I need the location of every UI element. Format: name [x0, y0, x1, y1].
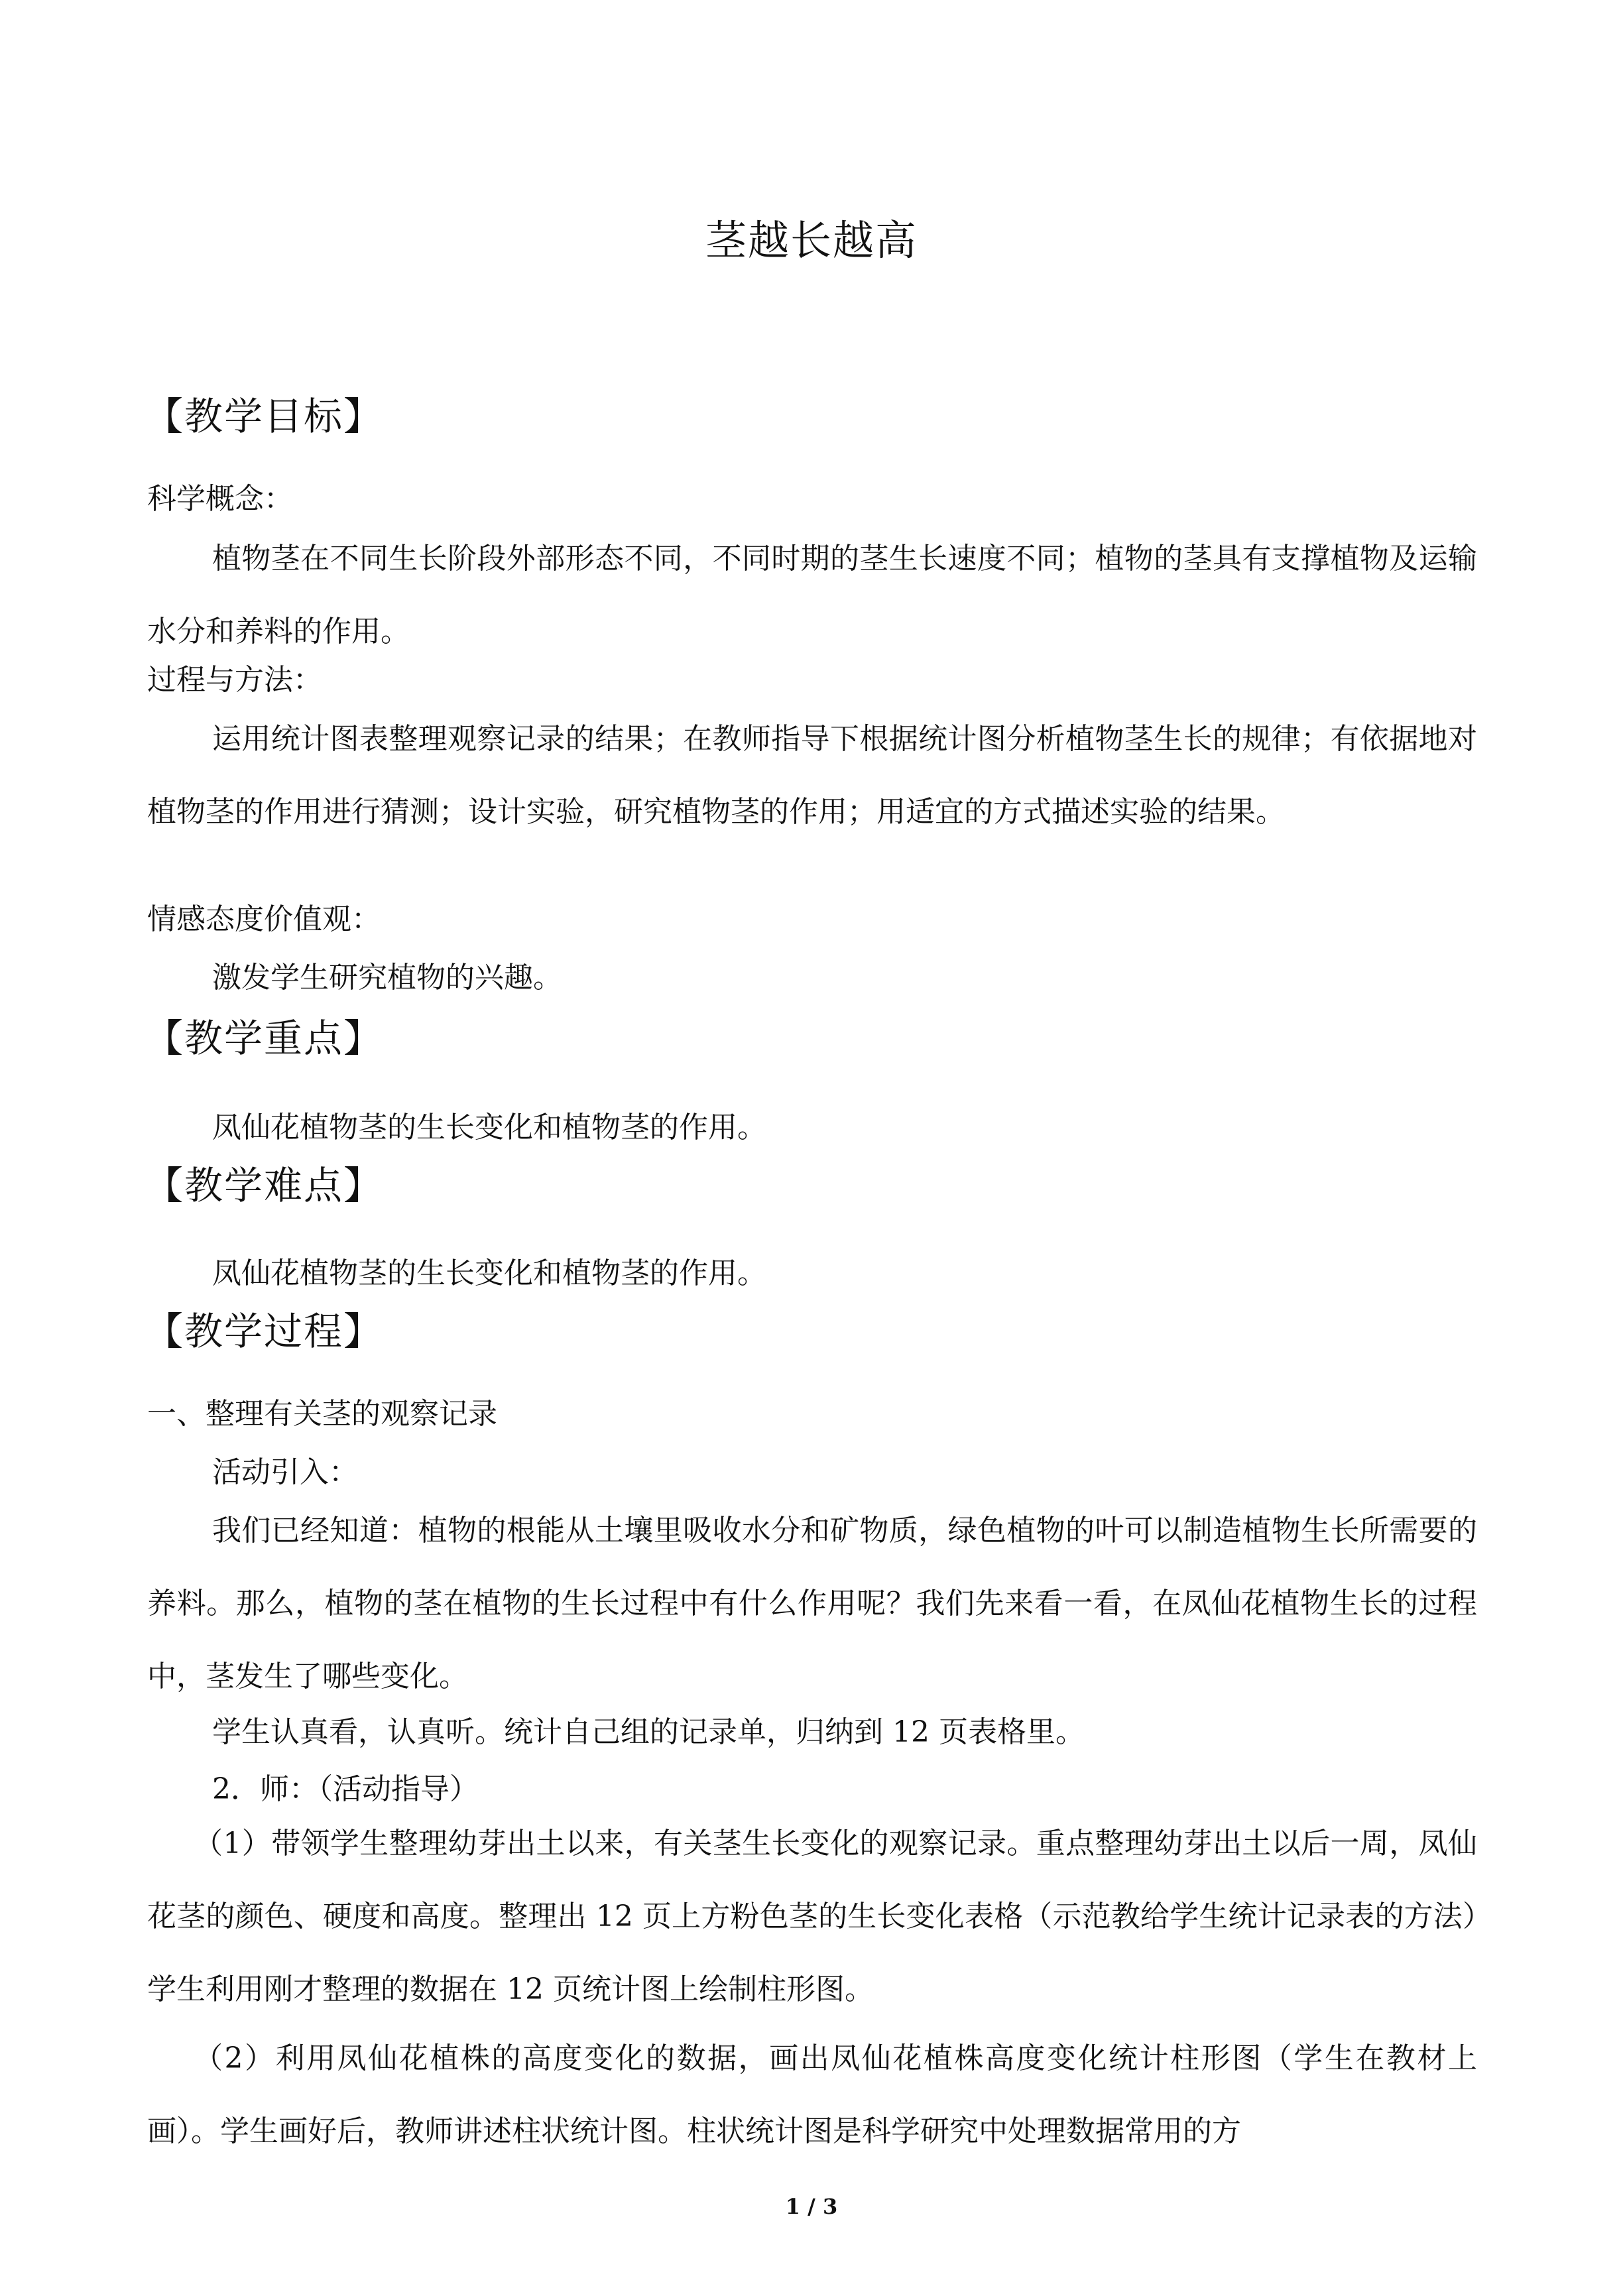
emotion-label: 情感态度价值观： — [147, 902, 381, 936]
process-heading: 【教学过程】 — [145, 1309, 384, 1354]
emotion-text: 激发学生研究植物的兴趣。 — [212, 961, 562, 995]
key-points-heading: 【教学重点】 — [145, 1016, 384, 1061]
concept-label: 科学概念： — [147, 482, 293, 516]
teacher-label: 2．师：（活动指导） — [212, 1772, 479, 1806]
difficulties-heading: 【教学难点】 — [145, 1163, 384, 1208]
step1-text: （1）带领学生整理幼芽出土以来，有关茎生长变化的观察记录。重点整理幼芽出土以后一周，凤仙花茎的颜色、硬度和高度。整理出 12 页上方粉色茎的生长变化表格（示范教给学生统计记录表的方法）学生利用刚才整理的数据在 12 页统计图上绘制柱形图。 — [147, 1827, 1477, 2006]
page-number: 1 / 3 — [785, 2194, 838, 2219]
concept-text: 植物茎在不同生长阶段外部形态不同，不同时期的茎生长速度不同；植物的茎具有支撑植物及运输水分和养料的作用。 — [147, 542, 1477, 648]
intro-label: 活动引入： — [212, 1455, 358, 1489]
difficulties-text: 凤仙花植物茎的生长变化和植物茎的作用。 — [212, 1256, 766, 1290]
intro-text: 我们已经知道：植物的根能从土壤里吸收水分和矿物质，绿色植物的叶可以制造植物生长所需要的养料。那么，植物的茎在植物的生长过程中有什么作用呢？我们先来看一看，在凤仙花植物生长的过程中，茎发生了哪些变化。 — [147, 1514, 1477, 1693]
objectives-heading: 【教学目标】 — [145, 394, 384, 439]
student-text: 学生认真看，认真听。统计自己组的记录单，归纳到 12 页表格里。 — [212, 1715, 1085, 1749]
process-method-label: 过程与方法： — [147, 663, 322, 697]
key-points-text: 凤仙花植物茎的生长变化和植物茎的作用。 — [212, 1111, 766, 1144]
step2-text: （2）利用凤仙花植株的高度变化的数据，画出凤仙花植株高度变化统计柱形图（学生在教材上画）。学生画好后，教师讲述柱状统计图。柱状统计图是科学研究中处理数据常用的方 — [147, 2041, 1477, 2148]
process-method-text: 运用统计图表整理观察记录的结果；在教师指导下根据统计图分析植物茎生长的规律；有依据地对植物茎的作用进行猜测；设计实验，研究植物茎的作用；用适宜的方式描述实验的结果。 — [147, 722, 1477, 829]
page-title: 茎越长越高 — [705, 216, 918, 265]
part1-title: 一、整理有关茎的观察记录 — [147, 1397, 497, 1431]
